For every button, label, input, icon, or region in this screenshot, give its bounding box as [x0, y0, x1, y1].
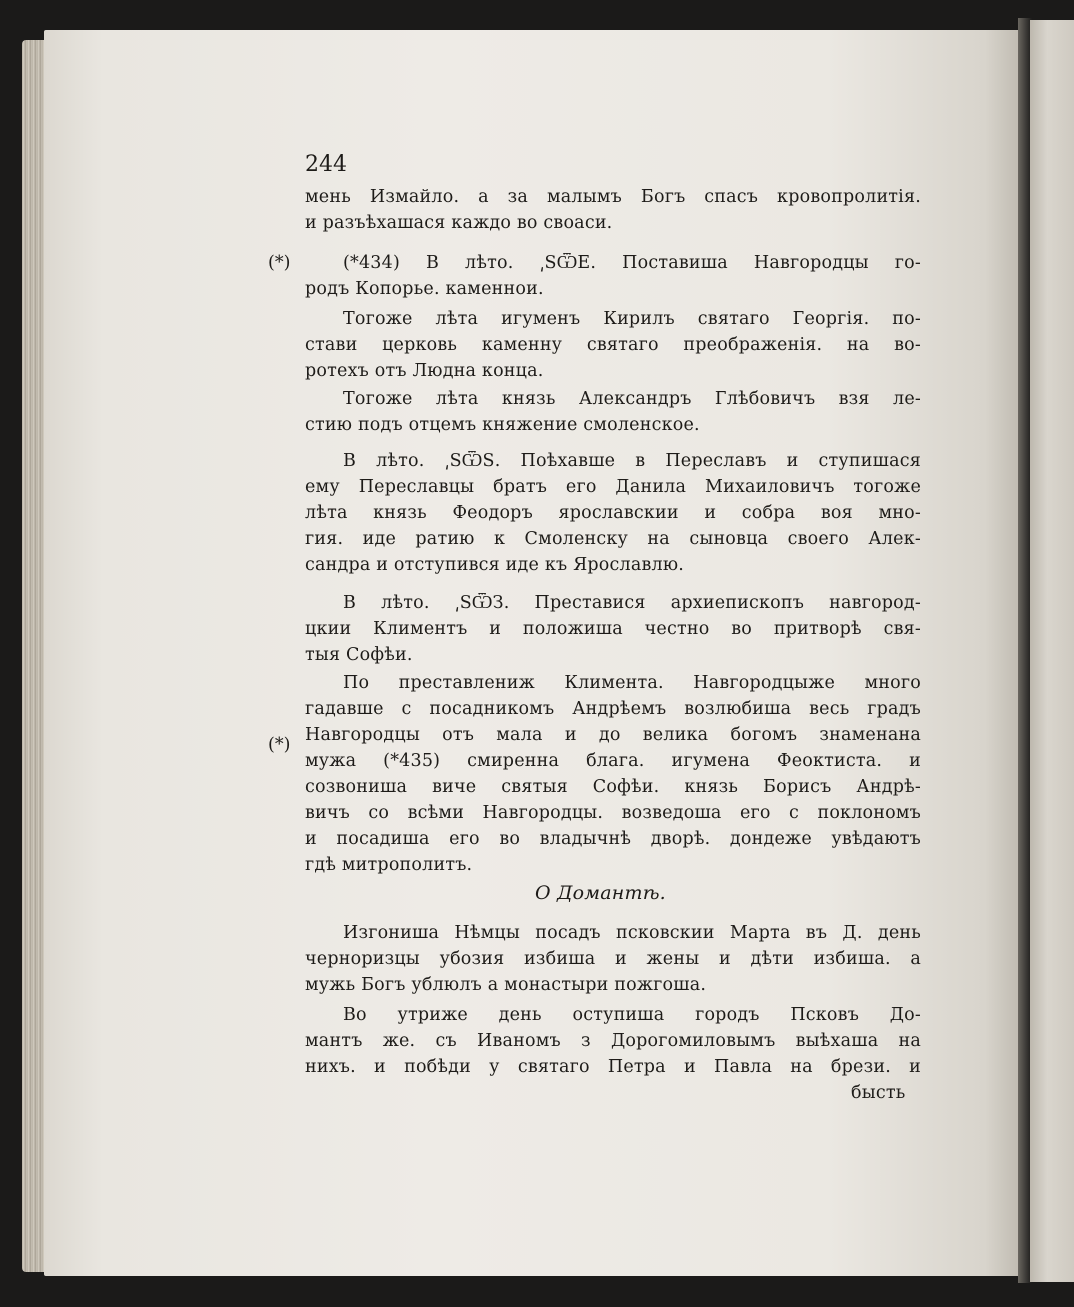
text-line: Во утриже день оступиша городъ Псковъ До-: [343, 1005, 921, 1025]
text-line: гия. иде ратию к Смоленску на сыновца своего Алек-: [305, 529, 921, 549]
section-heading: О Домантѣ.: [535, 882, 666, 904]
text-line: и разъѣхашася каждо во своаси.: [305, 213, 613, 233]
text-line: и посадиша его во владычнѣ дворѣ. дондеже увѣдаютъ: [305, 829, 921, 849]
text-line: мужа (*435) смиренна блага. игумена Феоктиста. и: [305, 751, 921, 771]
catchword: бысть: [851, 1083, 906, 1103]
text-line: мень Измайло. а за малымъ Богъ спасъ кровопролитія.: [305, 187, 921, 207]
margin-note-1: (*): [268, 253, 291, 273]
text-line: родъ Копорье. каменнои.: [305, 279, 544, 299]
text-line: мантъ же. съ Иваномъ з Дорогомиловымъ выѣхаша на: [305, 1031, 921, 1051]
text-line: По преставлениж Климента. Навгородцыже много: [343, 673, 921, 693]
facing-page-edge: [1030, 20, 1074, 1282]
text-line: Изгониша Нѣмцы посадъ псковскии Марта въ Д. день: [343, 923, 921, 943]
text-line: стави церковь каменну святаго преображенія. на во-: [305, 335, 921, 355]
text-line: тыя Софѣи.: [305, 645, 413, 665]
page-number: 244: [305, 152, 347, 177]
text-line: цкии Климентъ и положиша честно во притворѣ свя-: [305, 619, 921, 639]
text-line: нихъ. и побѣди у святаго Петра и Павла на брези. и: [305, 1057, 921, 1077]
text-line: лѣта князь Феодоръ ярославскии и собра воя мно-: [305, 503, 921, 523]
text-line: мужь Богъ ублюлъ а монастыри пожгоша.: [305, 975, 707, 995]
text-line: сандра и отступився иде къ Ярославлю.: [305, 555, 685, 575]
margin-note-2: (*): [268, 735, 291, 755]
text-line: ротехъ отъ Людна конца.: [305, 361, 544, 381]
text-line: стию подъ отцемъ княжение смоленское.: [305, 415, 700, 435]
text-line: гадавше с посадникомъ Андрѣемъ возлюбиша весь градъ: [305, 699, 921, 719]
text-line: гдѣ митрополитъ.: [305, 855, 473, 875]
text-line: вичъ со всѣми Навгородцы. возведоша его с поклономъ: [305, 803, 921, 823]
text-line: (*434) В лѣто. ͵ЅѾЕ. Поставиша Навгородцы го-: [343, 253, 921, 273]
text-line: созвониша виче святыя Софѣи. князь Борисъ Андрѣ-: [305, 777, 921, 797]
text-line: В лѣто. ͵ЅѾЅ. Поѣхавше в Переславъ и ступишася: [343, 451, 921, 471]
text-line: ему Переславцы братъ его Данила Михаиловичъ тогоже: [305, 477, 921, 497]
text-line: Навгородцы отъ мала и до велика богомъ знаменана: [305, 725, 921, 745]
text-line: черноризцы убозия избиша и жены и дѣти избиша. а: [305, 949, 921, 969]
text-line: В лѣто. ͵ЅѾЗ. Преставися архиепископъ навгород-: [343, 593, 921, 613]
text-line: Тогоже лѣта игуменъ Кирилъ святаго Георгія. по-: [343, 309, 921, 329]
text-line: Тогоже лѣта князь Александръ Глѣбовичъ взя ле-: [343, 389, 921, 409]
